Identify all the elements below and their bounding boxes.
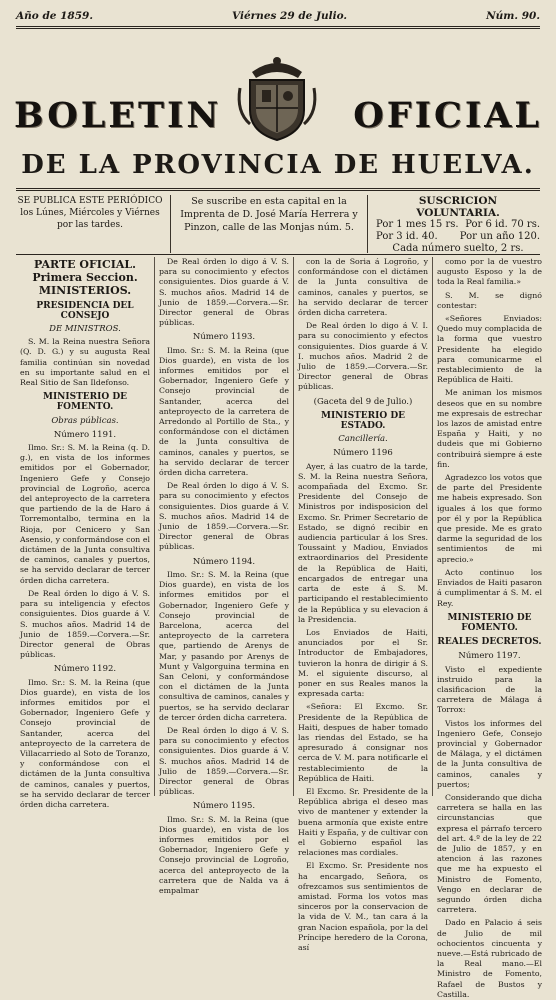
paragraph-1194b: De Real órden lo digo á V. S. para su conocimiento y efectos consiguientes. Dios guarde á V. S. muchos años. Madrid 14 de Julio de 1859.—Corvera.—Sr. Director general de Obras públicas. (159, 725, 289, 797)
masthead-left: BOLETIN (14, 94, 222, 136)
chancery-subheading: Cancillería. (338, 434, 388, 445)
price-6: Por 6 id. 70 rs. (465, 219, 540, 230)
column-3 (294, 257, 433, 952)
number-1196: Número 1196 (333, 448, 393, 459)
number-1195: Número 1195. (192, 801, 256, 812)
paragraph-col4-top2: S. M. se dignó contestar: (437, 290, 542, 310)
subscription-title: SUSCRICION VOLUNTARIA. (416, 195, 500, 219)
header-rule-2 (16, 28, 540, 29)
paragraph-col3-top: con la de Soria á Logroño, y conformándose con el dictámen de la Junta consultiva de caminos, canales y puertos, se ha servido declarar de tercer órden dicha carretera. (298, 257, 428, 318)
paragraph-1196e: El Excmo. Sr. Presidente nos ha encargado, Señora, os ofrezcamos sus sentimientos de amistad. Forma los votos mas sinceros por la conservacion de la vida de V. M., tan cara á la gran Nacion española, por la del Príncipe heredero de la Corona, así (298, 861, 428, 952)
paragraph-1191: Ilmo. Sr.: S. M. la Reina (q. D. g.), en vista de los informes emitidos por el Gobernador, Ingeniero Gefe y Consejo provincial de Logroño, acerca del anteproyecto de la carretera que partiendo de la de Haro á Torremontalbo, termina en la Rioja, por Cenicero y San Asensio, y conformándose con el dictámen de la Junta consultiva de caminos, canales y puertos, se ha servido declarar de tercer órden dicha carretera. (20, 443, 150, 585)
paragraph-1194: Ilmo. Sr.: S. M. la Reina (que Dios guarde), en vista de los informes emitidos por el Gobernador, Ingeniero Gefe y Consejo provincial de Barcelona, acerca del anteproyecto de la carretera que, partiendo de Arenys de Mar, y pasando por Arenys de Munt y Valgorguina termina en San Celoni, y conformándose con el dictámen de la Junta consultiva de caminos, canales y puertos, se ha servido declarar de tercer órden dicha carretera. (159, 569, 289, 722)
masthead-subtitle: DE LA PROVINCIA DE HUELVA. (21, 150, 535, 180)
masthead (14, 84, 542, 146)
masthead-right: OFICIAL (353, 94, 542, 136)
paragraph-1196d: El Excmo. Sr. Presidente de la República abriga el deseo mas vivo de mantener y extender la buena armonía que existe entre Haiti y España, y de cultivar con el Gobierno español las relaciones mas cordiales. (298, 786, 428, 858)
price-1: Por 1 mes 15 rs. (376, 219, 459, 230)
presidency-heading: PRESIDENCIA DEL CONSEJO (36, 300, 134, 321)
paragraph-reply3: Agradezco los votos que de parte del Presidente me habeis expresado. Son iguales á los que formo por él y por la República que preside. Me es grato darme la seguridad de los sentimientos de mi aprecio.» (437, 473, 542, 564)
number-1194: Número 1194. (192, 556, 256, 567)
info-rule-top (16, 188, 540, 189)
ministers-subheading: DE MINISTROS. (49, 324, 121, 335)
paragraph-reply4: Acto continuo los Enviados de Haiti pasaron á cumplimentar á S. M. el Rey. (437, 567, 542, 608)
article-columns (16, 257, 546, 999)
paragraph-1193b: De Real órden lo digo á V. S. para su conocimiento y efectos consiguientes. Dios guarde á V. S. muchos años. Madrid 14 de Junio de 1859.—Corvera.—Sr. Director general de Obras públicas. (159, 481, 289, 552)
ministries-heading: MINISTERIOS. (38, 284, 132, 298)
price-year: Por un año 120. (459, 231, 540, 242)
paragraph-1196c: «Señora: El Excmo. Sr. Presidente de la República de Haiti, despues de haber tomado las riendas del Estado, se ha apresurado á consignar nos cerca de V. M. para notificarle el restablecimiento de la República de Haiti. (298, 702, 428, 783)
paragraph-1191b: De Real órden lo digo á V. S. para su inteligencia y efectos consiguientes. Dios guarde á V. S. muchos años. Madrid 14 de Junio de 1859.—Corvera.—Sr. Director general de Obras públicas. (20, 588, 150, 660)
subscribe-note: Se suscribe en esta capital en la Imprenta de D. José María Herrera y Pinzon, calle de las Monjas núm. 5. (171, 195, 368, 253)
paragraph-1197c: Considerando que dicha carretera se halla en las circunstancias que expresa el párrafo tercero del art. 4.º de la ley de 22 de Julio de 1857, y en atencion á las razones que me ha expuesto el Ministro de Fomento, Vengo en declarar de segundo órden dicha carretera. (437, 792, 542, 915)
number-1197: Número 1197. (458, 651, 521, 662)
royal-decrees-heading: REALES DECRETOS. (437, 637, 542, 648)
official-part-heading: PARTE OFICIAL. (34, 258, 136, 271)
paragraph-reply: «Señores Enviados: Quedo muy complacida de la forma que vuestro Presidente ha elegido para comunicarme el restablecimiento de la República de Haiti. (437, 314, 542, 385)
header-line (16, 8, 540, 24)
number-1192: Número 1192. (53, 664, 117, 675)
paragraph-col2-top: De Real órden lo digo á V. S. para su conocimiento y efectos consiguientes. Dios guarde á V. S. muchos años. Madrid 14 de Junio de 1859.—Corvera.—Sr. Director general de Obras públicas. (159, 257, 289, 328)
public-works-subheading: Obras públicas. (51, 415, 119, 426)
info-box (16, 195, 540, 253)
paragraph-1192: Ilmo. Sr.: S. M. la Reina (que Dios guarde), en vista de los informes emitidos por el Gobernador, Ingeniero Gefe y Consejo provincial de Santander, acerca del anteproyecto de la carretera de Villacarriedo al Soto de Toranzo, y conformándose con el dictámen de la Junta consultiva de caminos, canales y puertos, se ha servido declarar de tercer órden dicha carretera. (20, 677, 150, 809)
fomento-heading-2: MINISTERIO DE FOMENTO. (447, 612, 532, 633)
paragraph-reply2: Me animan los mismos deseos que en su nombre me expresais de estrechar los lazos de amistad entre España y Haiti, y no dudeis que mi Gobierno contribuirá siempre á este fin. (437, 388, 542, 469)
info-rule-bottom (16, 254, 540, 255)
paragraph-1195: Ilmo. Sr.: S. M. la Reina (que Dios guarde), en vista de los informes emitidos por el Gobernador, Ingeniero Gefe y Consejo provincial de Logroño, acerca del anteproyecto de la carretera que de Nalda va á empalmar (159, 814, 289, 895)
paragraph-1196: Ayer, á las cuatro de la tarde, S. M. la Reina nuestra Señora, acompañada del Excmo. Sr. Presidente del Consejo de Ministros por indisposicion del Excmo. Sr. Primer Secretario de Estado, se dignó recibir en audiencia particular á los Sres. Toussaint y Madiou, Enviados extraordinarios del Presidente de la República de Haiti, encargados de entregar una carta de este á S. M. participando el restablecimiento de la República y su elevacion á la Presidencia. (298, 461, 428, 624)
royal-health-paragraph: S. M. la Reina nuestra Señora (Q. D. G.) y su augusta Real familia continúan sin novedad en su importante salud en el Real Sitio de San Ildefonso. (20, 337, 150, 388)
gazette-note: (Gaceta del 9 de Julio.) (313, 396, 413, 407)
issue-number: Núm. 90. (486, 10, 540, 22)
paragraph-1197: Visto el expediente instruido para la clasificacion de la carretera de Málaga á Torrox: (437, 664, 542, 715)
state-ministry-heading: MINISTERIO DE ESTADO. (321, 410, 405, 432)
number-1193: Número 1193. (192, 332, 256, 343)
header-rule (16, 26, 540, 27)
issue-year: Año de 1859. (16, 10, 93, 22)
paragraph-col3-top2: De Real órden lo digo á V. I. para su conocimiento y efectos consiguientes. Dios guarde á V. I. muchos años. Madrid 2 de Julio de 1859.—Corvera.—Sr. Director general de Obras públicas. (298, 321, 428, 392)
issue-date: Viérnes 29 de Julio. (232, 10, 348, 22)
column-2 (155, 257, 294, 895)
paragraph-1197b: Vistos los informes del Ingeniero Gefe, Consejo provincial y Gobernador de Málaga, y el dictámen de la Junta consultiva de caminos, canales y puertos; (437, 718, 542, 789)
column-1 (16, 257, 155, 809)
publish-note: SE PUBLICA ESTE PERIÓDICO los Lúnes, Miércoles y Viérnes por las tardes. (16, 195, 171, 253)
number-1191: Número 1191. (53, 429, 117, 440)
price-single: Cada número suelto, 2 rs. (392, 243, 524, 254)
paragraph-col4-top: como por la de vuestro augusto Esposo y la de toda la Real familia.» (437, 257, 542, 287)
subscription-prices (368, 195, 540, 253)
first-section-heading: Primera Seccion. (32, 271, 138, 285)
paragraph-1196b: Los Enviados de Haiti, anunciados por el Sr. Introductor de Embajadores, tuvieron la honra de dirigir á S. M. el siguiente discurso, al poner en sus Reales manos la expresada carta: (298, 627, 428, 699)
fomento-heading: MINISTERIO DE FOMENTO. (43, 392, 127, 413)
paragraph-1193: Ilmo. Sr.: S. M. la Reina (que Dios guarde), en vista de los informes emitidos por el Gobernador, Ingeniero Gefe y Consejo provincial de Santander, acerca del anteproyecto de la carretera de Arredondo al Portillo de Sta., y conformándose con el dictámen de la Junta consultiva de caminos, canales y puertos, se ha servido declarar de tercer órden dicha carretera. (159, 345, 289, 478)
paragraph-1197d: Dado en Palacio á seis de Julio de mil ochocientos cincuenta y nueve.—Está rubricado de la Real mano.—El Ministro de Fomento, Rafael de Bustos y Castilla. (437, 918, 542, 999)
info-rule-top-2 (16, 190, 540, 191)
price-3: Por 3 id. 40. (376, 231, 438, 242)
column-4 (433, 257, 546, 999)
